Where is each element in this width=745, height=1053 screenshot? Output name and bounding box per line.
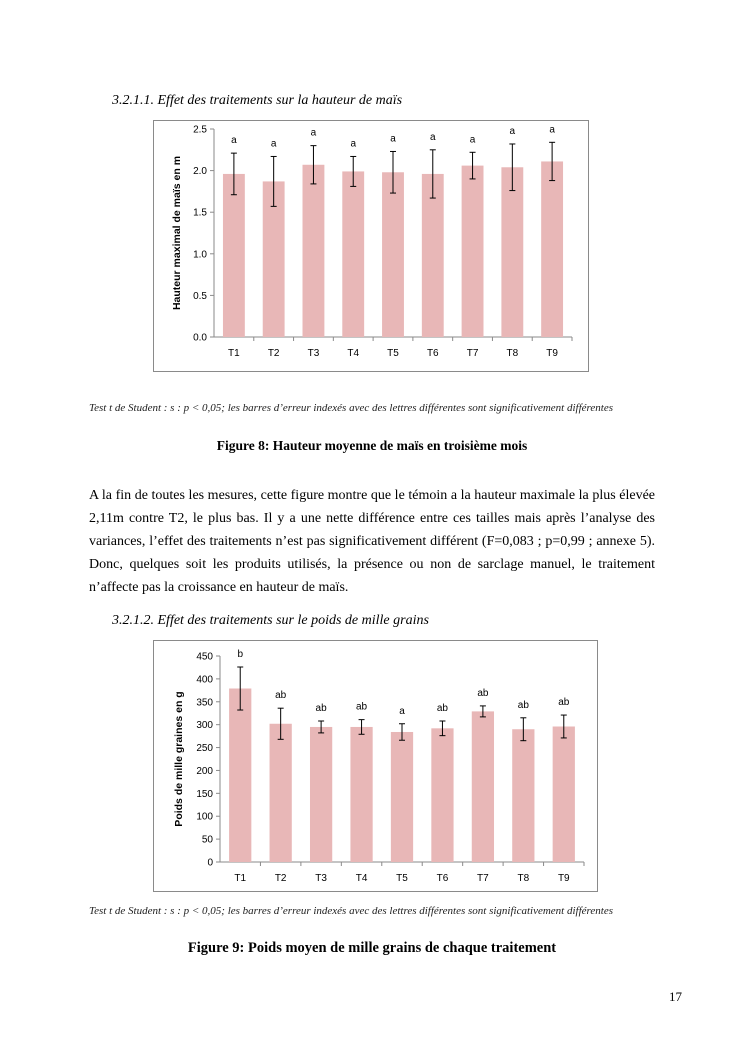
y-tick-label: 1.0 bbox=[193, 249, 207, 261]
x-tick-label: T9 bbox=[546, 348, 558, 359]
weight-bar-chart bbox=[154, 641, 597, 891]
x-tick-label: T9 bbox=[557, 873, 570, 884]
x-tick-label: T5 bbox=[387, 348, 399, 359]
bar-t8 bbox=[501, 167, 523, 337]
significance-letter: ab bbox=[477, 687, 489, 699]
x-tick-label: T1 bbox=[228, 348, 240, 359]
y-tick-label: 300 bbox=[196, 720, 213, 732]
y-tick-label: 0.0 bbox=[193, 332, 207, 344]
y-tick-label: 2.0 bbox=[193, 166, 207, 178]
section-heading-grain-weight: 3.2.1.2. Effet des traitements sur le poids de mille grains bbox=[112, 613, 429, 628]
chart-height-box bbox=[153, 120, 589, 372]
y-tick-label: 100 bbox=[196, 811, 213, 823]
significance-letter: a bbox=[390, 133, 396, 145]
bar-t2 bbox=[270, 724, 292, 862]
x-tick-label: T8 bbox=[517, 873, 530, 884]
figure-9-caption: Figure 9: Poids moyen de mille grains de chaque traitement bbox=[187, 940, 557, 956]
page-number: 17 bbox=[669, 989, 682, 1004]
significance-letter: a bbox=[469, 134, 476, 146]
x-tick-label: T4 bbox=[355, 873, 368, 884]
x-tick-label: T2 bbox=[274, 873, 287, 884]
results-paragraph: A la fin de toutes les mesures, cette figure montre que le témoin a la hauteur maximale la plus élevée 2,11m contre T2, le plus bas. Il y a une nette différence entre ces tailles mais après l’analyse des variances, l’effet des traitements n’est pas significativement différent (F=0,083 ; p=0,99 ; annexe 5). Donc, quelques soit les produits utilisés, la présence ou non de sarclage manuel, le traitement n’affecte pas la croissance en hauteur de maïs. bbox=[89, 488, 655, 595]
student-test-note-1: Test t de Student : s : p < 0,05; les barres d’erreur indexés avec des lettres différentes sont significativement différentes bbox=[89, 402, 614, 414]
y-tick-label: 1.5 bbox=[193, 207, 207, 219]
y-tick-label: 0.5 bbox=[193, 290, 207, 302]
significance-letter: a bbox=[231, 135, 237, 147]
x-tick-label: T6 bbox=[436, 873, 449, 884]
student-test-note-2: Test t de Student : s : p < 0,05; les barres d’erreur indexés avec des lettres différentes sont significativement différentes bbox=[89, 905, 614, 917]
bar-t5 bbox=[391, 732, 413, 862]
bar-t6 bbox=[431, 728, 453, 862]
bar-t4 bbox=[342, 171, 364, 337]
height-bar-chart bbox=[154, 121, 588, 371]
significance-letter: ab bbox=[558, 697, 570, 709]
x-tick-label: T4 bbox=[347, 348, 360, 359]
y-tick-label: 350 bbox=[196, 697, 213, 709]
bar-t7 bbox=[462, 166, 484, 337]
bar-t1 bbox=[223, 174, 245, 337]
bar-t9 bbox=[541, 161, 563, 337]
significance-letter: a bbox=[399, 705, 405, 717]
significance-letter: a bbox=[549, 124, 555, 136]
y-tick-label: 250 bbox=[196, 743, 213, 755]
y-axis-label: Poids de mille graines en g bbox=[173, 691, 185, 827]
bar-t7 bbox=[472, 711, 494, 862]
significance-letter: b bbox=[237, 648, 244, 660]
significance-letter: ab bbox=[315, 703, 327, 715]
y-tick-label: 450 bbox=[196, 651, 213, 663]
y-tick-label: 2.5 bbox=[193, 124, 207, 136]
chart-weight-box bbox=[153, 640, 598, 892]
bar-t5 bbox=[382, 172, 404, 337]
bar-t4 bbox=[350, 727, 372, 862]
significance-letter: a bbox=[270, 138, 277, 150]
bar-t3 bbox=[310, 727, 332, 862]
y-tick-label: 200 bbox=[196, 765, 213, 777]
significance-letter: a bbox=[310, 127, 317, 139]
significance-letter: ab bbox=[275, 690, 287, 702]
significance-letter: ab bbox=[355, 701, 368, 713]
y-tick-label: 50 bbox=[201, 834, 213, 846]
section-heading-height: 3.2.1.1. Effet des traitements sur la hauteur de maïs bbox=[112, 93, 403, 108]
x-tick-label: T2 bbox=[267, 348, 280, 359]
significance-letter: ab bbox=[517, 699, 529, 711]
bar-t1 bbox=[229, 689, 251, 862]
x-tick-label: T6 bbox=[426, 348, 439, 359]
x-tick-label: T7 bbox=[466, 348, 479, 359]
figure-8-caption: Figure 8: Hauteur moyenne de maïs en troisième mois bbox=[216, 438, 528, 453]
x-tick-label: T3 bbox=[315, 873, 327, 884]
significance-letter: ab bbox=[436, 703, 449, 715]
significance-letter: a bbox=[509, 125, 516, 137]
significance-letter: a bbox=[350, 138, 357, 150]
y-tick-label: 400 bbox=[196, 674, 213, 686]
y-axis-label: Hauteur maximal de maïs en m bbox=[171, 155, 183, 311]
x-tick-label: T3 bbox=[307, 348, 320, 359]
bar-t9 bbox=[553, 726, 575, 862]
y-tick-label: 0 bbox=[207, 857, 213, 869]
bar-t8 bbox=[512, 729, 534, 862]
y-tick-label: 150 bbox=[196, 788, 213, 800]
x-tick-label: T5 bbox=[396, 873, 408, 884]
x-tick-label: T7 bbox=[477, 873, 489, 884]
x-tick-label: T1 bbox=[234, 873, 247, 884]
x-tick-label: T8 bbox=[506, 348, 519, 359]
bar-t3 bbox=[303, 165, 325, 337]
significance-letter: a bbox=[429, 131, 436, 143]
